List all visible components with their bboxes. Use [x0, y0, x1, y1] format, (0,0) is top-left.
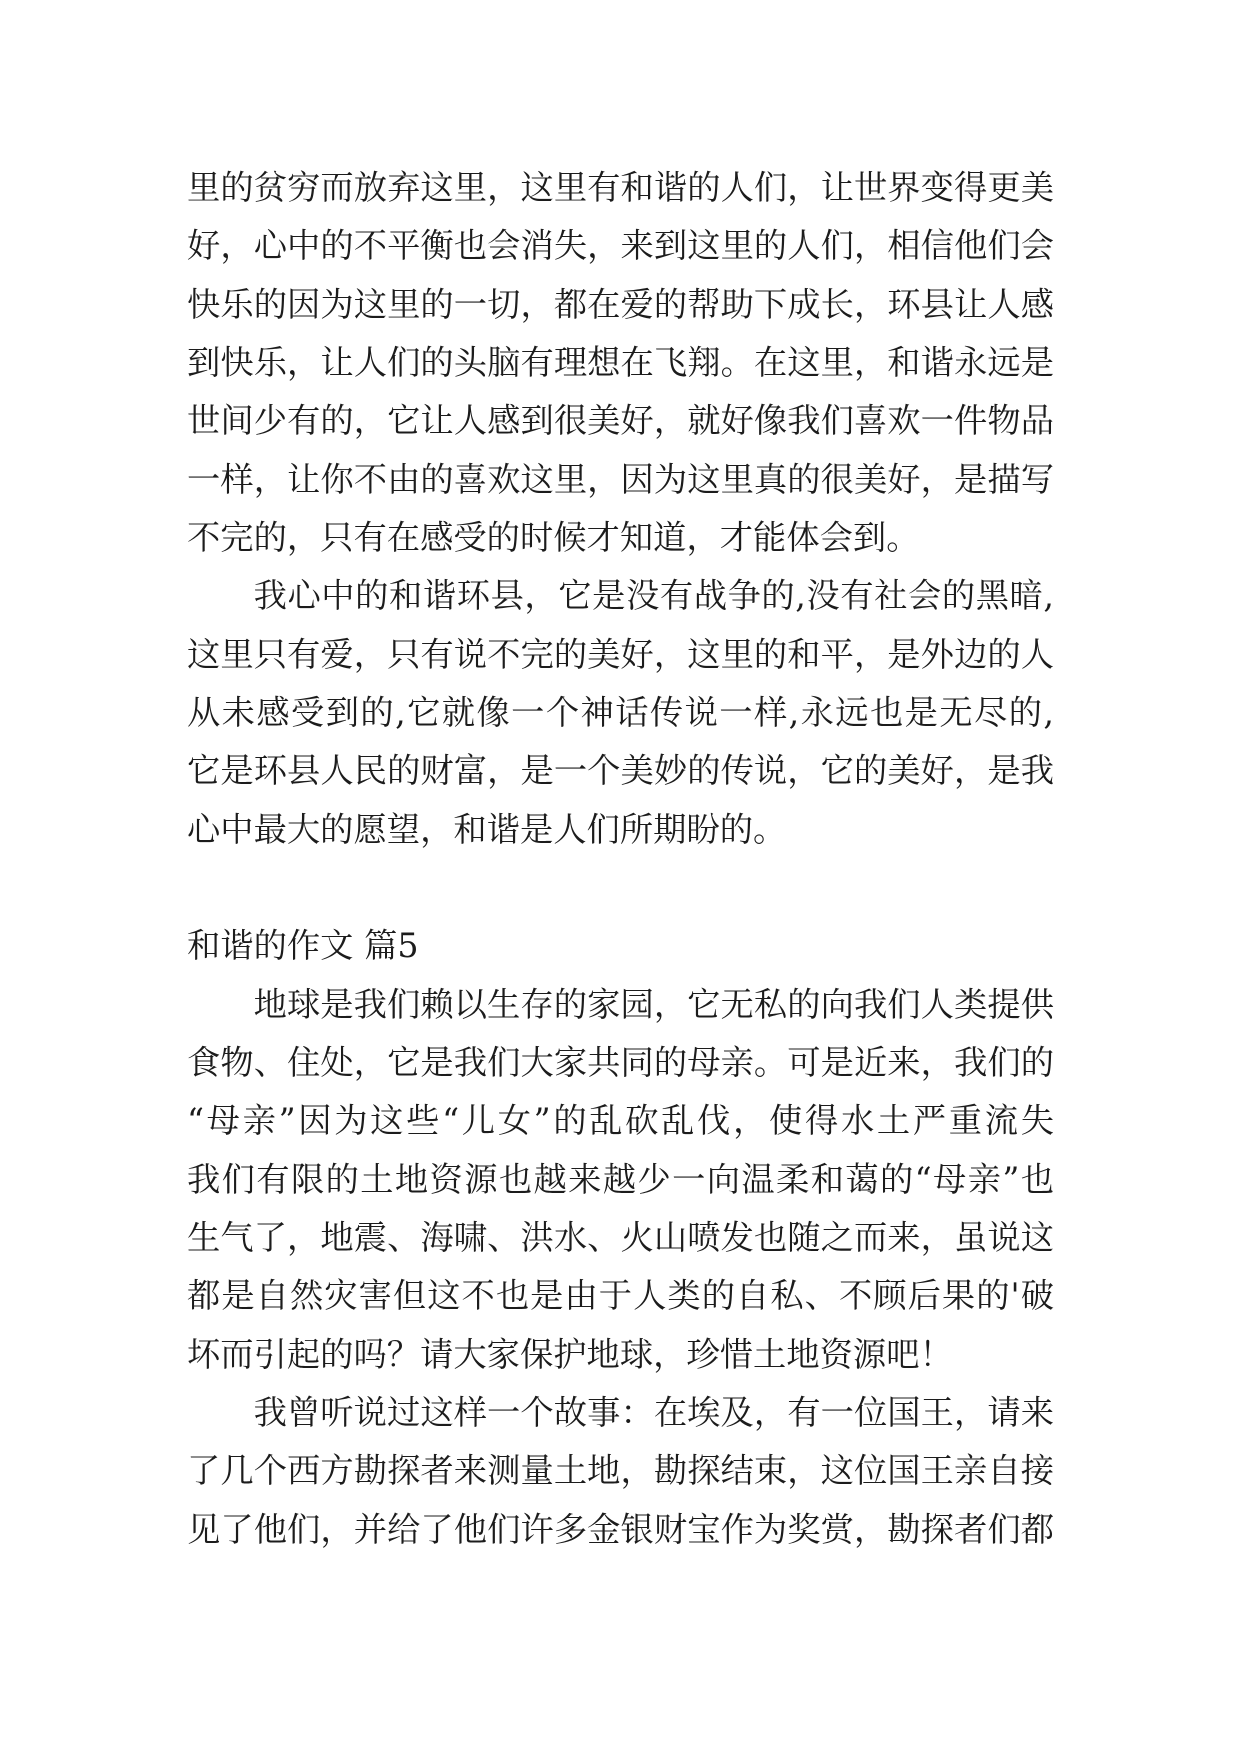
text-line: 从未感受到的,它就像一个神话传说一样,永远也是无尽的,: [187, 692, 1054, 732]
text-line: 不完的，只有在感受的时候才知道，才能体会到。: [187, 517, 920, 557]
text-line: 我们有限的土地资源也越来越少一向温柔和蔼的“母亲”也: [187, 1159, 1054, 1199]
text-line: 生气了，地震、海啸、洪水、火山喷发也随之而来，虽说这: [187, 1217, 1054, 1257]
paragraph: [187, 976, 1054, 1384]
text-block: [187, 159, 1054, 1559]
paragraph: [187, 1384, 1054, 1559]
text-line: 食物、住处，它是我们大家共同的母亲。可是近来，我们的: [187, 1042, 1054, 1082]
text-line: 世间少有的，它让人感到很美好，就好像我们喜欢一件物品: [187, 401, 1054, 441]
text-line: 一样，让你不由的喜欢这里，因为这里真的很美好，是描写: [187, 459, 1054, 499]
text-line: 坏而引起的吗？请大家保护地球，珍惜土地资源吧！: [187, 1334, 953, 1374]
text-line: 到快乐，让人们的头脑有理想在飞翔。在这里，和谐永远是: [187, 342, 1054, 382]
text-line: 这里只有爱，只有说不完的美好，这里的和平，是外边的人: [187, 634, 1054, 674]
text-line: 心中最大的愿望，和谐是人们所期盼的。: [187, 809, 787, 849]
text-line: 我曾听说过这样一个故事：在埃及，有一位国王，请来: [253, 1392, 1054, 1432]
text-line: 了几个西方勘探者来测量土地，勘探结束，这位国王亲自接: [187, 1451, 1054, 1491]
text-line: 好，心中的不平衡也会消失，来到这里的人们，相信他们会: [187, 226, 1054, 266]
text-line: 地球是我们赖以生存的家园，它无私的向我们人类提供: [253, 984, 1054, 1024]
text-line: 都是自然灾害但这不也是由于人类的自私、不顾后果的'破: [187, 1276, 1054, 1316]
text-line: 见了他们，并给了他们许多金银财宝作为奖赏，勘探者们都: [187, 1509, 1054, 1549]
text-line: 里的贫穷而放弃这里，这里有和谐的人们，让世界变得更美: [187, 168, 1054, 207]
text-line: 我心中的和谐环县，它是没有战争的,没有社会的黑暗,: [253, 576, 1054, 616]
section-heading: 和谐的作文 篇5: [187, 926, 419, 966]
text-line: “母亲”因为这些“儿女”的乱砍乱伐，使得水土严重流失: [187, 1101, 1054, 1141]
text-line: 它是环县人民的财富，是一个美妙的传说，它的美好，是我: [187, 751, 1054, 791]
text-line: 快乐的因为这里的一切，都在爱的帮助下成长，环县让人感: [187, 284, 1054, 324]
paragraph: [187, 159, 1054, 567]
paragraph: [187, 567, 1054, 859]
blank-line: [187, 859, 1054, 917]
